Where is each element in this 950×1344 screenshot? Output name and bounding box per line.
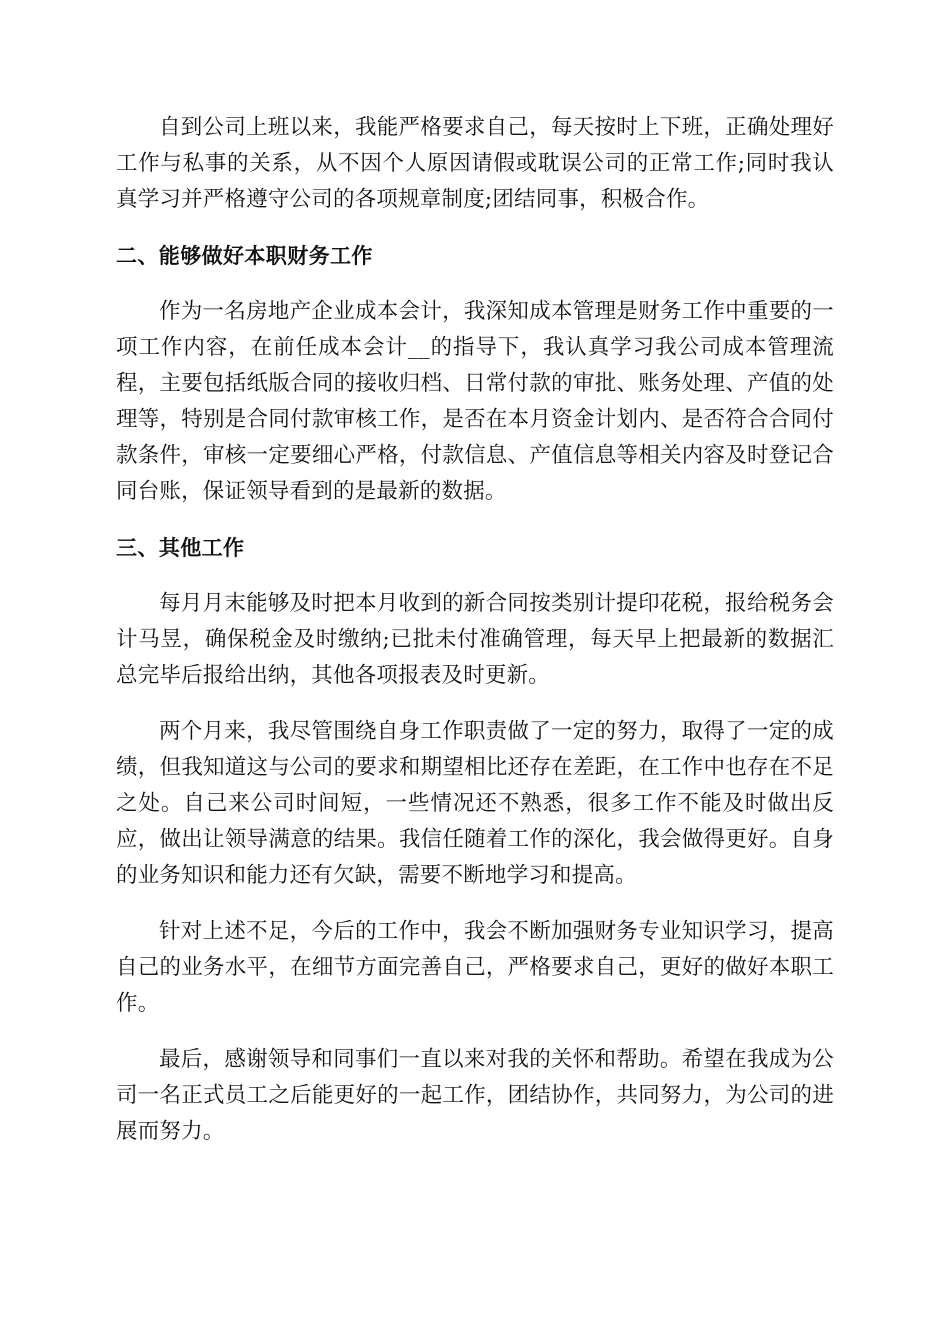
paragraph-cost-accounting: 作为一名房地产企业成本会计，我深知成本管理是财务工作中重要的一项工作内容，在前任成本会计__的指导下，我认真学习我公司成本管理流程，主要包括纸版合同的接收归档、日常付款的审批、账务处理、产值的处理等，特别是合同付款审核工作，是否在本月资金计划内、是否符合合同付款条件，审核一定要细心严格，付款信息、产值信息等相关内容及时登记合同台账，保证领导看到的是最新的数据。 bbox=[116, 299, 834, 504]
document-body bbox=[116, 110, 834, 1170]
section-heading-finance-work: 二、能够做好本职财务工作 bbox=[116, 244, 373, 268]
paragraph-monthly-tasks: 每月月末能够及时把本月收到的新合同按类别计提印花税，报给税务会计马昱，确保税金及时缴纳;已批未付准确管理，每天早上把最新的数据汇总完毕后报给出纳，其他各项报表及时更新。 bbox=[116, 591, 834, 688]
paragraph-attendance: 自到公司上班以来，我能严格要求自己，每天按时上下班，正确处理好工作与私事的关系，从不因个人原因请假或耽误公司的正常工作;同时我认真学习并严格遵守公司的各项规章制度;团结同事，积极合作。 bbox=[116, 115, 834, 212]
paragraph-closing-thanks: 最后，感谢领导和同事们一直以来对我的关怀和帮助。希望在我成为公司一名正式员工之后能更好的一起工作，团结协作，共同努力，为公司的进展而努力。 bbox=[116, 1047, 834, 1144]
paragraph-improvement-plan: 针对上述不足，今后的工作中，我会不断加强财务专业知识学习，提高自己的业务水平，在细节方面完善自己，严格要求自己，更好的做好本职工作。 bbox=[116, 919, 834, 1016]
section-heading-other-work: 三、其他工作 bbox=[116, 536, 245, 560]
paragraph-self-assessment: 两个月来，我尽管围绕自身工作职责做了一定的努力，取得了一定的成绩，但我知道这与公司的要求和期望相比还存在差距，在工作中也存在不足之处。自己来公司时间短，一些情况还不熟悉，很多工作不能及时做出反应，做出让领导满意的结果。我信任随着工作的深化，我会做得更好。自身的业务知识和能力还有欠缺，需要不断地学习和提高。 bbox=[116, 719, 834, 888]
